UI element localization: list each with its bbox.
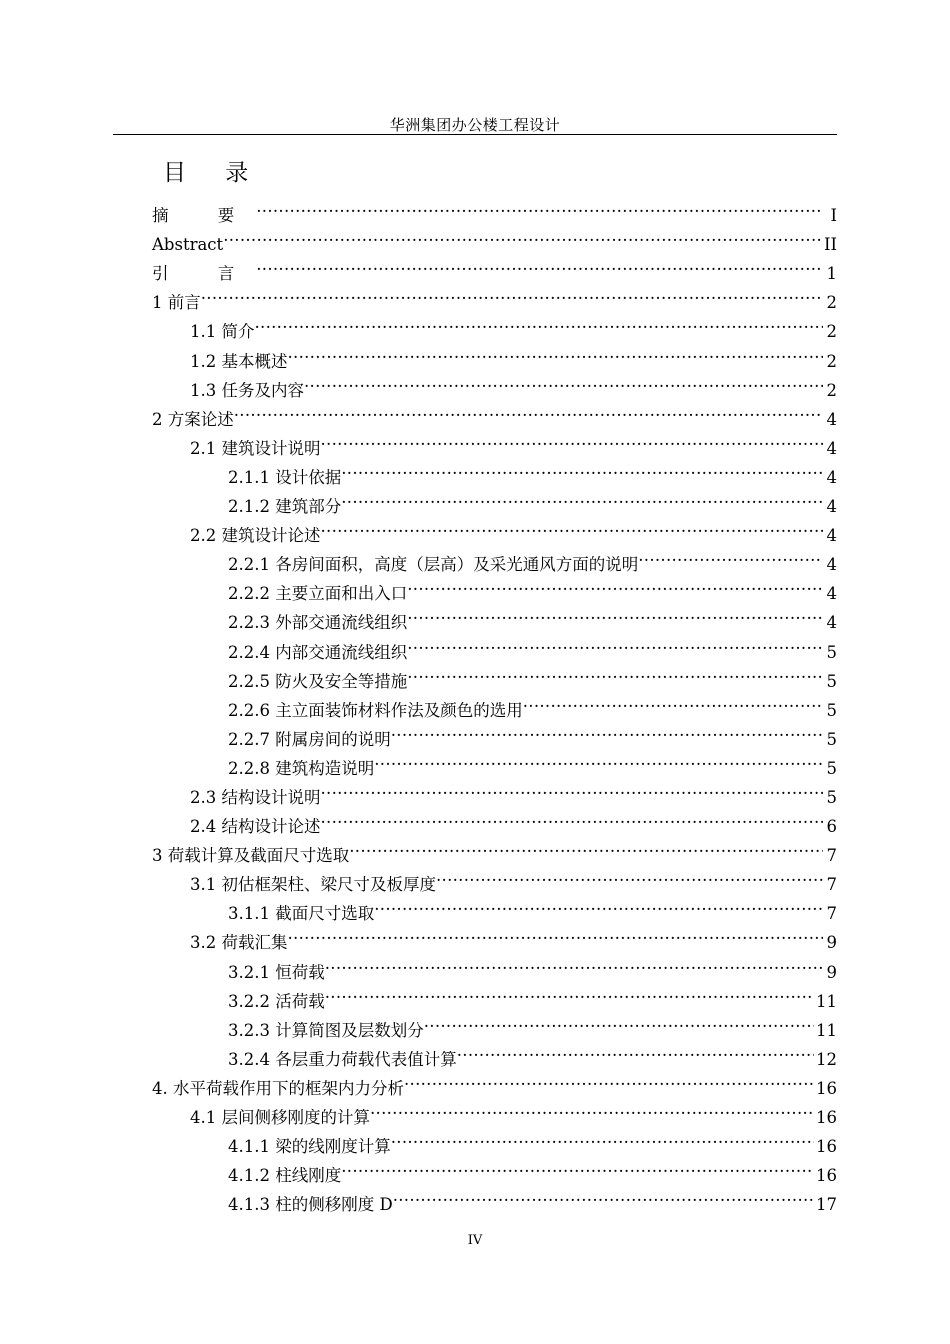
toc-entry-title: 2.1.2 建筑部分 xyxy=(228,497,342,517)
toc-dot-leader xyxy=(201,279,823,308)
toc-entry-title: 摘 要 xyxy=(152,206,257,226)
toc-entry-page-number: 5 xyxy=(826,671,837,691)
toc-entry-title: 3.2.3 计算简图及层数划分 xyxy=(228,1020,424,1040)
toc-entry[interactable] xyxy=(152,308,837,342)
toc-entry-page-number: 1 xyxy=(826,264,837,284)
toc-entry-page-number: 7 xyxy=(826,846,837,866)
toc-dot-leader xyxy=(349,832,823,861)
toc-entry-title: 4.1 层间侧移刚度的计算 xyxy=(190,1108,370,1127)
table-of-contents xyxy=(152,192,837,1215)
toc-dot-leader xyxy=(374,745,823,774)
toc-entry-title: 3.2 荷载汇集 xyxy=(190,933,288,953)
toc-entry-title: 2.2 建筑设计论述 xyxy=(190,526,321,546)
toc-entry-title: 2.2.5 防火及安全等措施 xyxy=(228,671,408,691)
toc-entry-page-number: 16 xyxy=(816,1108,837,1127)
toc-entry-page-number: 12 xyxy=(816,1049,837,1069)
toc-entry-title: 1.2 基本概述 xyxy=(190,351,288,371)
toc-entry-title: 2.3 结构设计说明 xyxy=(190,787,321,807)
toc-entry[interactable] xyxy=(152,425,837,458)
toc-dot-leader xyxy=(341,1152,814,1181)
toc-dot-leader xyxy=(523,687,823,716)
toc-entry-title: 3.2.2 活荷载 xyxy=(228,991,325,1011)
toc-entry-page-number: 5 xyxy=(826,642,837,662)
toc-dot-leader xyxy=(256,192,823,221)
toc-entry-page-number: 5 xyxy=(826,758,837,778)
toc-entry-page-number: 9 xyxy=(826,962,837,982)
toc-entry-title: 2.2.7 附属房间的说明 xyxy=(228,729,391,749)
toc-dot-leader xyxy=(374,890,823,919)
toc-entry-title: Abstract xyxy=(152,235,224,255)
toc-dot-leader xyxy=(407,570,823,599)
toc-dot-leader xyxy=(407,628,823,657)
toc-entry-title: 2.2.4 内部交通流线组织 xyxy=(228,642,408,662)
toc-entry-page-number: 4 xyxy=(826,438,837,458)
toc-dot-leader xyxy=(325,948,823,977)
toc-entry-title: 2.2.1 各房间面积，高度（层高）及采光通风方面的说明 xyxy=(228,555,639,575)
toc-entry-page-number: I xyxy=(830,206,837,226)
running-header: 华洲集团办公楼工程设计 xyxy=(389,116,561,134)
toc-dot-leader xyxy=(288,919,824,948)
toc-dot-leader xyxy=(255,308,824,337)
toc-entry-title: 引 言 xyxy=(152,264,257,284)
toc-entry-page-number: 11 xyxy=(816,1020,837,1040)
toc-dot-leader xyxy=(391,1123,814,1152)
header-rule xyxy=(113,134,837,135)
toc-dot-leader xyxy=(370,1094,814,1123)
toc-entry-title: 1.3 任务及内容 xyxy=(190,380,304,400)
toc-entry-title: 2.1.1 设计依据 xyxy=(228,467,342,487)
toc-dot-leader xyxy=(341,483,823,512)
toc-entry-page-number: 4 xyxy=(826,409,837,429)
toc-dot-leader xyxy=(404,1065,814,1094)
toc-entry-page-number: 7 xyxy=(826,904,837,924)
toc-entry-page-number: 16 xyxy=(816,1078,837,1098)
toc-entry[interactable] xyxy=(152,396,837,429)
toc-entry-page-number: 6 xyxy=(826,817,837,837)
toc-entry-title: 2.2.2 主要立面和出入口 xyxy=(228,584,408,604)
page-number: IV xyxy=(467,1233,483,1248)
toc-entry-title: 3.1.1 截面尺寸选取 xyxy=(228,904,375,924)
toc-entry-page-number: 4 xyxy=(826,555,837,575)
toc-entry[interactable] xyxy=(152,337,837,371)
toc-entry-page-number: 5 xyxy=(826,787,837,807)
toc-entry-page-number: 9 xyxy=(826,933,837,953)
toc-entry-page-number: 5 xyxy=(826,700,837,720)
toc-dot-leader xyxy=(321,803,824,832)
toc-dot-leader xyxy=(407,658,823,687)
toc-entry-page-number: 4 xyxy=(826,584,837,604)
toc-entry-page-number: II xyxy=(823,235,837,255)
toc-dot-leader xyxy=(325,978,814,1007)
toc-dot-leader xyxy=(223,221,822,250)
toc-entry-title: 3.2.4 各层重力荷载代表值计算 xyxy=(228,1049,457,1069)
toc-entry-page-number: 16 xyxy=(816,1166,837,1186)
toc-dot-leader xyxy=(424,1007,814,1036)
toc-dot-leader xyxy=(638,541,823,570)
toc-entry-page-number: 2 xyxy=(826,293,837,313)
toc-entry-page-number: 4 xyxy=(826,467,837,487)
toc-entry-page-number: 7 xyxy=(826,875,837,895)
toc-entry-title: 4.1.1 梁的线刚度计算 xyxy=(228,1137,391,1157)
toc-entry-title: 2.1 建筑设计说明 xyxy=(190,438,321,458)
toc-entry-page-number: 16 xyxy=(816,1137,837,1157)
toc-entry-title: 2.2.8 建筑构造说明 xyxy=(228,758,375,778)
toc-entry-title: 1 前言 xyxy=(152,293,201,313)
toc-dot-leader xyxy=(341,454,823,483)
toc-entry-title: 4.1.2 柱线刚度 xyxy=(228,1166,342,1186)
toc-dot-leader xyxy=(288,337,824,366)
toc-entry-title: 3.2.1 恒荷载 xyxy=(228,962,325,982)
toc-entry-title: 4. 水平荷载作用下的框架内力分析 xyxy=(152,1078,404,1098)
toc-entry[interactable] xyxy=(152,279,837,313)
toc-entry-title: 2 方案论述 xyxy=(152,409,234,429)
toc-dot-leader xyxy=(304,367,823,396)
toc-entry-page-number: 2 xyxy=(826,322,837,342)
toc-dot-leader xyxy=(321,425,824,454)
toc-entry[interactable] xyxy=(152,250,837,284)
toc-entry-page-number: 17 xyxy=(816,1195,837,1215)
toc-dot-leader xyxy=(393,1181,814,1210)
toc-title: 目 录 xyxy=(163,160,265,186)
toc-dot-leader xyxy=(256,250,823,279)
toc-entry-title: 4.1.3 柱的侧移刚度 D xyxy=(228,1195,393,1215)
toc-entry-title: 2.4 结构设计论述 xyxy=(190,817,321,837)
toc-entry-title: 1.1 简介 xyxy=(190,322,255,342)
toc-dot-leader xyxy=(436,861,823,890)
toc-entry-page-number: 11 xyxy=(816,991,837,1011)
toc-entry-page-number: 4 xyxy=(826,497,837,517)
toc-dot-leader xyxy=(234,396,823,425)
toc-dot-leader xyxy=(391,716,823,745)
toc-dot-leader xyxy=(457,1036,814,1065)
toc-entry-title: 2.2.6 主立面装饰材料作法及颜色的选用 xyxy=(228,700,523,720)
toc-entry-title: 3.1 初估框架柱、梁尺寸及板厚度 xyxy=(190,875,436,895)
toc-dot-leader xyxy=(321,512,824,541)
toc-entry-page-number: 2 xyxy=(826,351,837,371)
toc-entry-page-number: 5 xyxy=(826,729,837,749)
toc-dot-leader xyxy=(321,774,824,803)
toc-entry-title: 2.2.3 外部交通流线组织 xyxy=(228,613,408,633)
toc-entry-page-number: 2 xyxy=(826,380,837,400)
toc-entry[interactable] xyxy=(152,221,837,255)
toc-entry-page-number: 4 xyxy=(826,526,837,546)
toc-entry-page-number: 4 xyxy=(826,613,837,633)
toc-entry[interactable] xyxy=(152,192,837,226)
toc-entry-title: 3 荷载计算及截面尺寸选取 xyxy=(152,846,350,866)
toc-dot-leader xyxy=(407,599,823,628)
